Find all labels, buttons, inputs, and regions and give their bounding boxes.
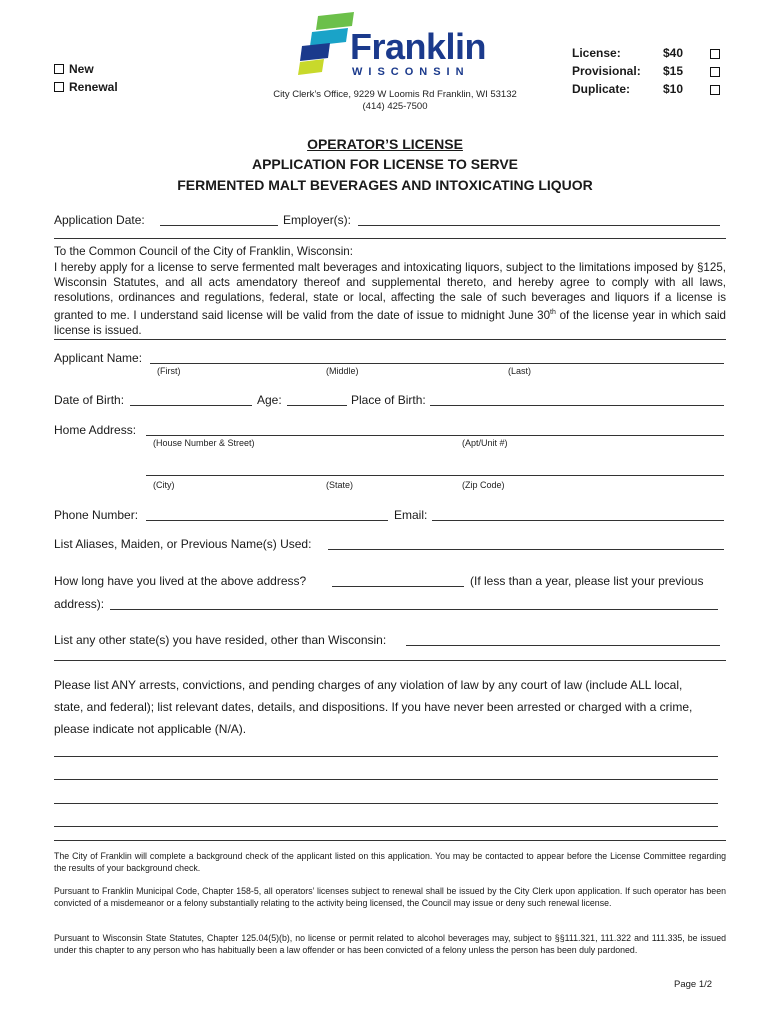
state-caption: (State): [326, 480, 354, 490]
section-divider: [54, 660, 726, 661]
new-label: New: [69, 62, 94, 76]
how-long-label: How long have you lived at the above address?: [54, 574, 307, 588]
fee-label: Duplicate:: [572, 82, 631, 96]
applicant-name-input[interactable]: [150, 352, 724, 364]
fee-amount: $10: [663, 82, 684, 96]
fee-amount: $40: [663, 46, 684, 60]
form-title-line1: OPERATOR’S LICENSE: [307, 136, 463, 152]
dob-input[interactable]: [130, 394, 252, 406]
arrests-instructions-2: state, and federal); list relevant dates, details, and dispositions. If you have never been arrested or charged with a crime,: [54, 700, 693, 714]
zip-caption: (Zip Code): [462, 480, 505, 490]
apt-unit-caption: (Apt/Unit #): [462, 438, 508, 448]
fee-row-duplicate: [572, 82, 722, 100]
home-address-label: Home Address:: [54, 423, 137, 437]
declaration-salutation: To the Common Council of the City of Franklin, Wisconsin:: [54, 245, 353, 258]
clerk-address: City Clerk’s Office, 9229 W Loomis Rd Franklin, WI 53132: [273, 89, 517, 100]
clerk-phone: (414) 425-7500: [362, 101, 428, 112]
declaration-tail: of the license year in which said license is issued.: [54, 308, 726, 337]
application-date-label: Application Date:: [54, 213, 145, 227]
renewal-label: Renewal: [69, 80, 118, 94]
section-divider: [54, 840, 726, 841]
section-divider: [54, 339, 726, 340]
place-of-birth-input[interactable]: [430, 394, 724, 406]
state-statutes-note: Pursuant to Wisconsin State Statutes, Chapter 125.04(5)(b), no license or permit related to alcohol beverages may, subject to §§111.321, 111.322 and 111.335, be issued under this chapter to any person who has habitually been a law offender or has been convicted of a felony unless the person has been duly pardoned.: [54, 933, 726, 955]
logo-subtitle: WISCONSIN: [352, 66, 470, 78]
declaration-sup: th: [550, 309, 556, 316]
duplicate-checkbox[interactable]: [710, 85, 720, 95]
arrests-input-line[interactable]: [54, 815, 718, 827]
email-input[interactable]: [432, 509, 724, 521]
how-long-note: (If less than a year, please list your previous: [470, 574, 704, 588]
name-first-caption: (First): [157, 366, 181, 376]
form-title-2: APPLICATION FOR LICENSE TO SERVE: [251, 156, 519, 172]
arrests-instructions-1: Please list ANY arrests, convictions, and pending charges of any violation of law by any court of law (include ALL local,: [54, 678, 683, 692]
city-caption: (City): [153, 480, 175, 490]
age-label: Age:: [257, 393, 282, 407]
applicant-name-label: Applicant Name:: [54, 351, 143, 365]
previous-address-label: address):: [54, 597, 105, 611]
age-input[interactable]: [287, 394, 347, 406]
phone-label: Phone Number:: [54, 508, 139, 522]
how-long-input[interactable]: [332, 575, 464, 587]
previous-address-input[interactable]: [110, 598, 718, 610]
dob-label: Date of Birth:: [54, 393, 125, 407]
name-last-caption: (Last): [508, 366, 532, 376]
renewal-option[interactable]: [54, 80, 118, 94]
arrests-input-line[interactable]: [54, 745, 718, 757]
provisional-checkbox[interactable]: [710, 67, 720, 77]
fee-label: Provisional:: [572, 64, 641, 78]
fee-row-provisional: [572, 64, 722, 82]
email-label: Email:: [394, 508, 428, 522]
name-middle-caption: (Middle): [326, 366, 359, 376]
home-address-input[interactable]: [146, 424, 724, 436]
form-title-1: [0, 136, 770, 152]
franklin-logo-icon: [296, 12, 356, 76]
city-state-zip-input[interactable]: [146, 464, 724, 476]
form-title-3: FERMENTED MALT BEVERAGES AND INTOXICATING LIQUOR: [177, 177, 593, 193]
other-states-input[interactable]: [406, 634, 720, 646]
arrests-instructions-3: please indicate not applicable (N/A).: [54, 722, 247, 736]
arrests-input-line[interactable]: [54, 792, 718, 804]
renewal-checkbox[interactable]: [54, 82, 64, 92]
fee-table: [572, 46, 722, 100]
aliases-input[interactable]: [328, 538, 724, 550]
house-street-caption: (House Number & Street): [153, 438, 255, 448]
municipal-code-note: Pursuant to Franklin Municipal Code, Chapter 158-5, all operators’ licenses subject to renewal shall be issued by the City Clerk upon application. If such operator has been convicted of a misdemeanor or a felony substantially relating to the activity being licensed, the Council may issue or deny such renewal license.: [54, 886, 726, 908]
logo-wordmark: Franklin: [350, 26, 487, 67]
phone-input[interactable]: [146, 509, 388, 521]
declaration-body: [54, 260, 726, 338]
employer-label: Employer(s):: [283, 213, 352, 227]
new-option[interactable]: [54, 62, 94, 76]
declaration-text: I hereby apply for a license to serve fermented malt beverages and intoxicating liquors, subject to the limitations imposed by §125, Wisconsin Statutes, and all acts amendatory thereof and supplemental thereto, and hereby agree to comply with all laws, resolutions, ordinances and regulations, federal, state or local, affecting the sale of such beverages and liquors if a license is granted to me. I understand said license will be valid from the date of issue to midnight June 30: [54, 261, 726, 322]
page-number: Page 1/2: [674, 979, 713, 990]
background-check-note: The City of Franklin will complete a background check of the applicant listed on this application. You may be contacted to appear before the License Committee regarding the results of your background check.: [54, 851, 726, 873]
application-date-input[interactable]: [160, 214, 278, 226]
arrests-input-line[interactable]: [54, 768, 718, 780]
new-checkbox[interactable]: [54, 64, 64, 74]
license-checkbox[interactable]: [710, 49, 720, 59]
place-of-birth-label: Place of Birth:: [351, 393, 426, 407]
aliases-label: List Aliases, Maiden, or Previous Name(s) Used:: [54, 537, 312, 551]
fee-row-license: [572, 46, 722, 64]
section-divider: [54, 238, 726, 239]
other-states-label: List any other state(s) you have resided, other than Wisconsin:: [54, 633, 387, 647]
fee-label: License:: [572, 46, 621, 60]
fee-amount: $15: [663, 64, 684, 78]
employer-input[interactable]: [358, 214, 720, 226]
